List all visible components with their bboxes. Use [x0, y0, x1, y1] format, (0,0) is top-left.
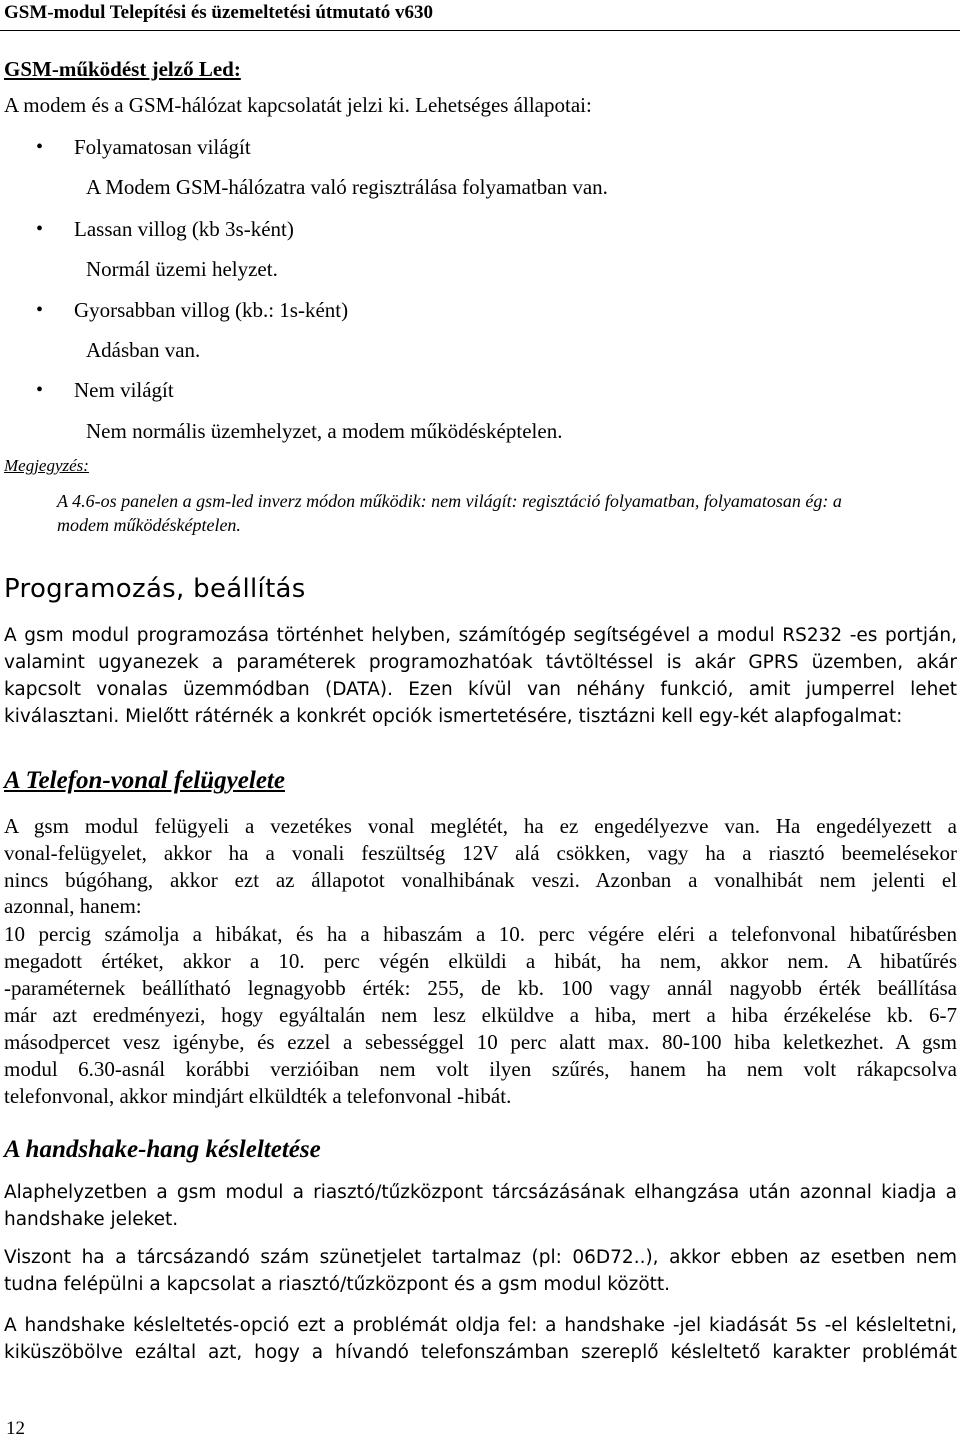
handshake-text-line: Alaphelyzetben a gsm modul a riasztó/tűzközpont tárcsázásának elhangzása után azonnal kiadja a — [4, 1182, 957, 1203]
led-state-desc: A Modem GSM-hálózatra való regisztrálása folyamatban van. — [86, 175, 608, 199]
telefon-text-line: 10 percig számolja a hibákat, és ha a hibaszám a 10. perc végére eléri a telefonvonal hibatűrésben — [4, 922, 957, 946]
telefon-text-line: megadott értéket, akkor a 10. perc végén elküldi a hibát, ha nem, akkor nem. A hibatűrés — [4, 949, 957, 973]
telefon-section-title: A Telefon-vonal felügyelete — [4, 767, 285, 794]
bullet-icon: • — [36, 218, 44, 240]
bullet-icon: • — [36, 379, 44, 401]
page-header-title: GSM-modul Telepítési és üzemeltetési útmutató v630 — [4, 2, 434, 23]
programming-text-line: valamint ugyanezek a paraméterek programozhatóak távtöltéssel is akár GPRS üzemben, akár — [4, 652, 957, 673]
programming-text-line: A gsm modul programozása történhet helyben, számítógép segítségével a modul RS232 -es portján, — [4, 625, 957, 646]
led-state-desc: Normál üzemi helyzet. — [86, 257, 278, 281]
led-state-desc: Adásban van. — [86, 338, 201, 362]
telefon-text-line: nincs búgóhang, akkor ezt az állapotot vonalhibának veszi. Azonban a vonalhibát nem jelenti el — [4, 868, 957, 892]
led-intro: A modem és a GSM-hálózat kapcsolatát jelzi ki. Lehetséges állapotai: — [4, 93, 592, 117]
led-state-desc: Nem normális üzemhelyzet, a modem működésképtelen. — [86, 419, 563, 443]
handshake-section-title: A handshake-hang késleltetése — [4, 1136, 321, 1163]
handshake-text-line: A handshake késleltetés-opció ezt a problémát oldja fel: a handshake -jel kiadását 5s -el késleltetni, — [4, 1315, 957, 1336]
telefon-text-line: már azt eredményezi, hogy egyáltalán nem lesz elküldve a hiba, mert a hiba érzékelése kb. 6-7 — [4, 1003, 957, 1027]
telefon-text-line: vonal-felügyelet, akkor ha a vonali feszültség 12V alá csökken, vagy ha a riasztó beemelésekor — [4, 841, 957, 865]
handshake-text-line: handshake jeleket. — [4, 1209, 179, 1230]
bullet-icon: • — [36, 299, 44, 321]
note-label: Megjegyzés: — [4, 456, 89, 475]
telefon-text-line: modul 6.30-asnál korábbi verzióiban nem volt ilyen szűrés, hanem ha nem volt rákapcsolva — [4, 1057, 957, 1081]
telefon-text-line: A gsm modul felügyeli a vezetékes vonal meglétét, ha ez engedélyezve van. Ha engedélyezett a — [4, 814, 957, 838]
programming-text-line: kiválasztani. Mielőtt rátérnék a konkrét opciók ismertetésére, tisztázni kell egy-két alapfogalmat: — [4, 706, 903, 727]
handshake-text-line: tudna felépülni a kapcsolat a riasztó/tűzközpont és a gsm modul között. — [4, 1274, 671, 1295]
handshake-text-line: kiküszöbölve ezáltal azt, hogy a hívandó telefonszámban szereplő késleltető karakter problémát — [4, 1342, 957, 1363]
telefon-text-line: másodpercet vesz igénybe, és ezzel a sebességgel 10 perc alatt max. 80-100 hiba keletkezhet. A gsm — [4, 1030, 957, 1054]
note-text-line: A 4.6-os panelen a gsm-led inverz módon működik: nem világít: regisztáció folyamatban, folyamatosan ég: a — [57, 491, 842, 511]
note-text-line: modem működésképtelen. — [57, 515, 241, 535]
programming-text-line: kapcsolt vonalas üzemmódban (DATA). Ezen kívül van néhány funkció, amit jumperrel lehet — [4, 679, 957, 700]
telefon-text-line: azonnal, hanem: — [4, 894, 142, 918]
led-state-label: Gyorsabban villog (kb.: 1s-ként) — [74, 298, 349, 322]
led-section-title: GSM-működést jelző Led: — [4, 57, 241, 81]
programming-section-title: Programozás, beállítás — [4, 574, 306, 604]
led-state-label: Nem világít — [74, 378, 174, 402]
handshake-text-line: Viszont ha a tárcsázandó szám szünetjelet tartalmaz (pl: 06D72..), akkor ebben az esetben nem — [4, 1247, 957, 1268]
led-state-label: Folyamatosan világít — [74, 135, 251, 159]
header-divider — [0, 30, 960, 31]
telefon-text-line: -paraméternek beállítható legnagyobb érték: 255, de kb. 100 vagy annál nagyobb érték beállítása — [4, 976, 957, 1000]
telefon-text-line: telefonvonal, akkor mindjárt elküldték a telefonvonal -hibát. — [4, 1084, 512, 1108]
led-state-label: Lassan villog (kb 3s-ként) — [74, 217, 294, 241]
bullet-icon: • — [36, 136, 44, 158]
page-number: 12 — [6, 1418, 25, 1439]
